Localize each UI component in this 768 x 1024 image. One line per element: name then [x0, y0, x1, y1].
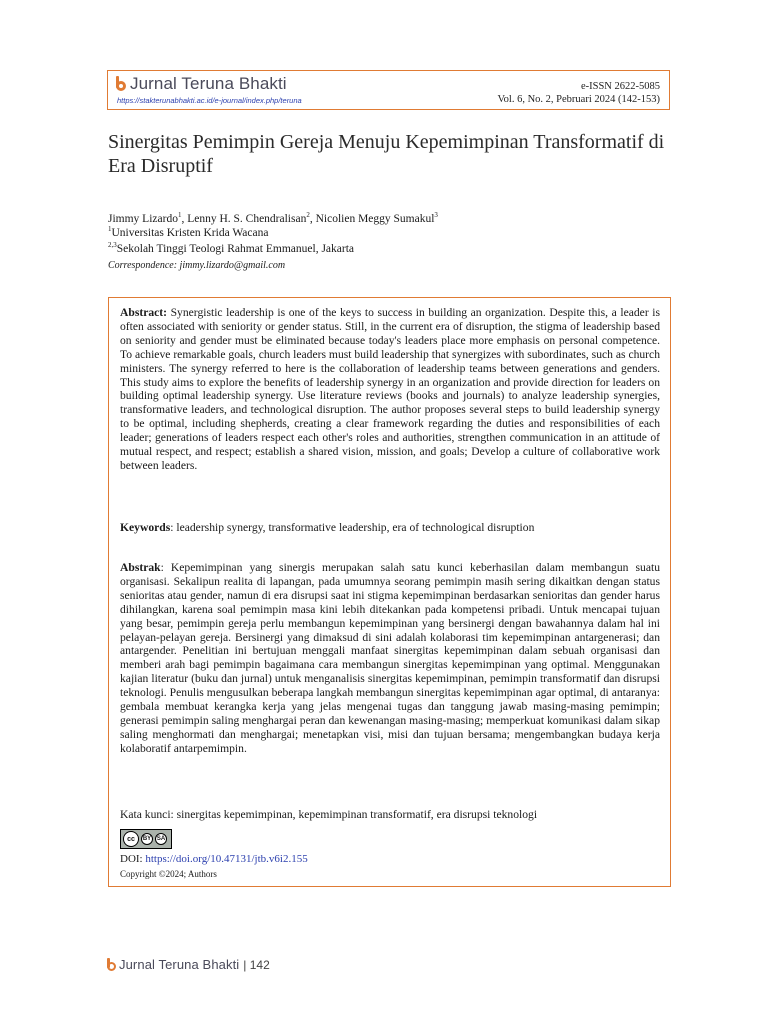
issn: e-ISSN 2622-5085: [580, 81, 660, 92]
keywords-text: : leadership synergy, transformative leadership, era of technological disruption: [170, 521, 535, 534]
cc-icon: cc: [123, 831, 139, 847]
affiliation: [108, 243, 354, 255]
abstract-label: Abstract:: [120, 306, 168, 319]
page-number: | 142: [243, 957, 270, 972]
doi-link[interactable]: https://doi.org/10.47131/jtb.v6i2.155: [145, 853, 308, 865]
affiliation: [108, 227, 268, 239]
correspondence: Correspondence: jimmy.lizardo@gmail.com: [108, 260, 286, 271]
abstract-box: [108, 297, 671, 887]
author-superscript: 1: [177, 211, 182, 220]
affiliation-name: Sekolah Tinggi Teologi Rahmat Emmanuel, Jakarta: [116, 243, 355, 255]
affiliation-superscript: 2,3: [108, 241, 117, 250]
journal-logo-icon: [114, 76, 128, 92]
abstract-text: Synergistic leadership is one of the keys to success in building an organization. Despite this, a leader is often associated with seniority or gender status. Still, in the current era of disruption, the stigma of leadership based on seniority and gender must be eliminated because today's leaders place more emphasis on personal competence. To achieve remarkable goals, church leaders must build leadership that synergizes with subordinates, such as church ministers. The synergy referred to here is the collaboration of leadership teams between generations and genders. This study aims to explore the benefits of leadership synergy in an organization and provide direction for leaders on building optimal leadership synergy. Use literature reviews (books and journals) to analyze leadership synergies, transformative leaders, and technological disruption. The author proposes several steps to build leadership synergy to be optimal, including shepherds, creating a clear framework regarding the duties and responsibilities of each leader; generations of leaders respect each other's roles and authorities, strengthen communication in an attitude of mutual respect, and respect; establish a shared vision, mission, and goals; Develop a culture of collaborative work between leaders.: [120, 306, 660, 472]
abstract-indonesian: [120, 561, 660, 756]
journal-url-link[interactable]: https://stakterunabhakti.ac.id/e-journal/index.php/teruna: [117, 96, 302, 105]
footer-journal-name: Jurnal Teruna Bhakti: [119, 957, 240, 972]
abstract-english: [120, 306, 660, 473]
author-name: Jimmy Lizardo: [108, 213, 178, 225]
abstrak-label: Abstrak: [120, 561, 161, 574]
page-footer: [105, 957, 270, 972]
copyright: Copyright ©2024; Authors: [120, 869, 217, 879]
author-name: Lenny H. S. Chendralisan: [187, 213, 307, 225]
cc-license-badge[interactable]: [120, 829, 172, 849]
author-superscript: 3: [434, 211, 438, 220]
journal-logo-icon: [105, 958, 117, 971]
by-icon: BY: [141, 833, 153, 845]
keywords-label: Keywords: [120, 521, 171, 534]
doi: [120, 853, 308, 865]
keywords-english: [120, 521, 660, 535]
journal-logo: [114, 74, 287, 94]
article-title: Sinergitas Pemimpin Gereja Menuju Kepemimpinan Transformatif di Era Disruptif: [108, 131, 665, 177]
abstrak-text: : Kepemimpinan yang sinergis merupakan salah satu kunci keberhasilan dalam membangun suatu organisasi. Sekalipun realita di lapangan, pada umumnya seorang pemimpin masih sering dikaitkan dengan status senioritas atau gender, namun di era disrupsi saat ini stigma kepemimpinan berdasarkan senioritas dan gender harus dihilangkan, karena soal pemimpin masa kini lebih ditekankan pada kompetensi pribadi. Untuk mencapai tujuan yang besar, pemimpin gereja perlu membangun kepemimpinan yang bersinergi dengan bawahannya dalam hal ini pelayan-pelayan gereja. Bersinergi yang dimaksud di sini adalah kolaborasi tim kepemimpinan antargenerasi; dan antargender. Penelitian ini bertujuan menggali manfaat sinergitas kepemimpinan dalam sebuah organisasi dan memberi arah bagi pemimpin bagaimana cara membangun sinergitas kepemimpinan yang optimal. Menggunakan kajian literatur (buku dan jurnal) untuk menganalisis sinergitas kepemimpinan, pemimpin transformatif dan disrupsi teknologi. Penulis mengusulkan beberapa langkah membangun sinergitas kepemimpinan agar optimal, di antaranya: gembala membuat kerangka kerja yang jelas mengenai tugas dan tanggung jawab masing-masing pemimpin; generasi pemimpin saling menghargai peran dan kewenangan masing-masing; memperkuat komunikasi dalam sikap saling menghormati dan menghargai; menetapkan visi, misi dan tujuan bersama; mengembangkan budaya kerja kolaboratif antarpemimpin.: [120, 561, 660, 755]
journal-name: Jurnal Teruna Bhakti: [130, 74, 287, 93]
author-list: Jimmy Lizardo$^1$, Lenny H. S. Chendralisan$^2$, Nicolien Meggy Sumakul$^3$: [108, 211, 438, 225]
volume-info: Vol. 6, No. 2, Pebruari 2024 (142-153): [497, 94, 660, 105]
doi-label: DOI:: [120, 853, 146, 865]
author-superscript: 2: [306, 211, 310, 220]
journal-header: [107, 70, 670, 110]
sa-icon: SA: [155, 833, 167, 845]
affiliation-superscript: 1: [108, 225, 112, 234]
author-name: Nicolien Meggy Sumakul: [315, 213, 435, 225]
keywords-indonesian: Kata kunci: sinergitas kepemimpinan, kepemimpinan transformatif, era disrupsi teknologi: [120, 808, 538, 821]
affiliation-name: Universitas Kristen Krida Wacana: [111, 227, 269, 239]
